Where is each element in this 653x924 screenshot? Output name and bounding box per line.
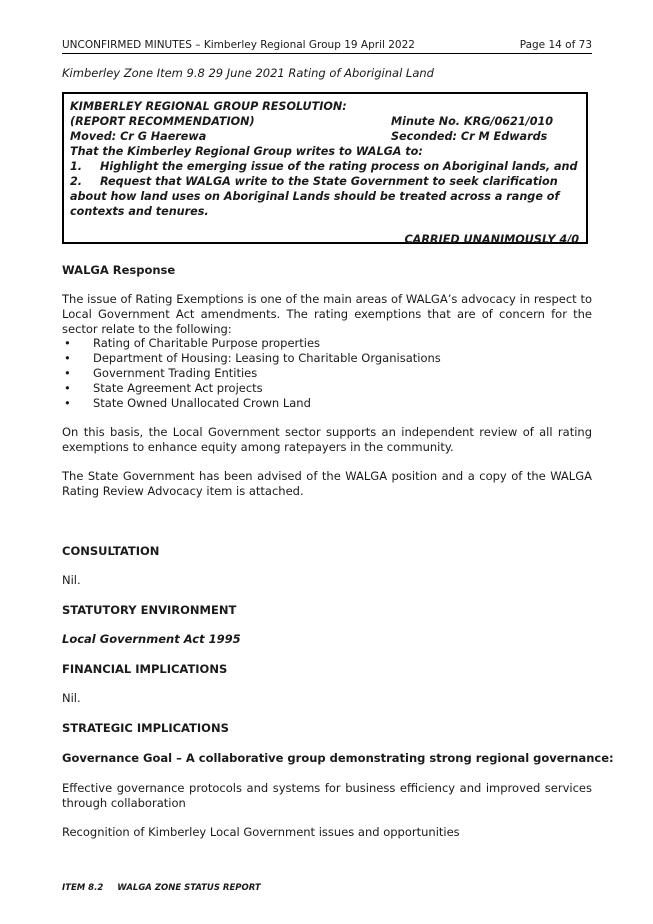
footer-title: WALGA ZONE STATUS REPORT	[117, 883, 261, 893]
page-number: Page 14 of 73	[519, 39, 592, 51]
strategic-heading: STRATEGIC IMPLICATIONS	[62, 721, 229, 735]
resolution-item-number: 1.	[70, 160, 83, 173]
consultation-heading: CONSULTATION	[62, 544, 160, 558]
consultation-text: Nil.	[62, 573, 81, 587]
strategic-para-1: Effective governance protocols and systems for business efficiency and improved services through collaboration	[62, 781, 592, 810]
list-item: • State Agreement Act projects	[64, 381, 263, 395]
resolution-box	[62, 92, 588, 244]
seconded-by: Seconded: Cr M Edwards	[391, 130, 548, 143]
statutory-heading: STATUTORY ENVIRONMENT	[62, 603, 237, 617]
list-item: • State Owned Unallocated Crown Land	[64, 396, 311, 410]
resolution-recommendation-row	[70, 114, 581, 129]
carried-status: CARRIED UNANIMOUSLY 4/0	[404, 233, 579, 246]
governance-goal: Governance Goal – A collaborative group demonstrating strong regional governance:	[62, 751, 614, 765]
footer-item-number: ITEM 8.2	[62, 883, 104, 893]
walga-para-2: On this basis, the Local Government sector supports an independent review of all rating exemptions to enhance equity among ratepayers in the community.	[62, 425, 592, 454]
list-item: • Rating of Charitable Purpose properties	[64, 336, 321, 350]
walga-para-3: The State Government has been advised of the WALGA position and a copy of the WALGA Rating Review Advocacy item is attached.	[62, 469, 592, 498]
financial-text: Nil.	[62, 691, 81, 705]
statutory-act: Local Government Act 1995	[62, 632, 241, 646]
minute-number: Minute No. KRG/0621/010	[391, 115, 554, 128]
resolution-title: KIMBERLEY REGIONAL GROUP RESOLUTION:	[70, 100, 347, 113]
resolution-recommendation: (REPORT RECOMMENDATION)	[70, 115, 255, 128]
list-item: • Government Trading Entities	[64, 366, 258, 380]
financial-heading: FINANCIAL IMPLICATIONS	[62, 662, 228, 676]
resolution-item-1	[70, 159, 581, 174]
strategic-para-2: Recognition of Kimberley Local Government issues and opportunities	[62, 825, 460, 839]
header-title: UNCONFIRMED MINUTES – Kimberley Regional Group 19 April 2022	[62, 39, 415, 51]
page-header	[62, 38, 592, 54]
resolution-item-text: Highlight the emerging issue of the rating process on Aboriginal lands, and	[100, 160, 578, 173]
resolution-item-number: 2.	[70, 175, 83, 188]
walga-para-1: The issue of Rating Exemptions is one of the main areas of WALGA’s advocacy in respect to Local Government Act amendments. The rating exemptions that are of concern for the sector relate to the following:	[62, 292, 592, 336]
item-subtitle: Kimberley Zone Item 9.8 29 June 2021 Rating of Aboriginal Land	[62, 66, 434, 80]
page-footer	[62, 883, 275, 893]
resolution-mover-row	[70, 129, 581, 144]
resolution-item-2	[70, 174, 581, 219]
walga-response-heading: WALGA Response	[62, 263, 176, 277]
resolution-item-text: Request that WALGA write to the State Government to seek clarification about how land uses on Aboriginal Lands should be treated across a range of contexts and tenures.	[70, 175, 560, 218]
moved-by: Moved: Cr G Haerewa	[70, 130, 207, 143]
exemption-list	[62, 336, 592, 411]
list-item: • Department of Housing: Leasing to Charitable Organisations	[64, 351, 441, 365]
resolution-intro: That the Kimberley Regional Group writes to WALGA to:	[70, 145, 423, 158]
